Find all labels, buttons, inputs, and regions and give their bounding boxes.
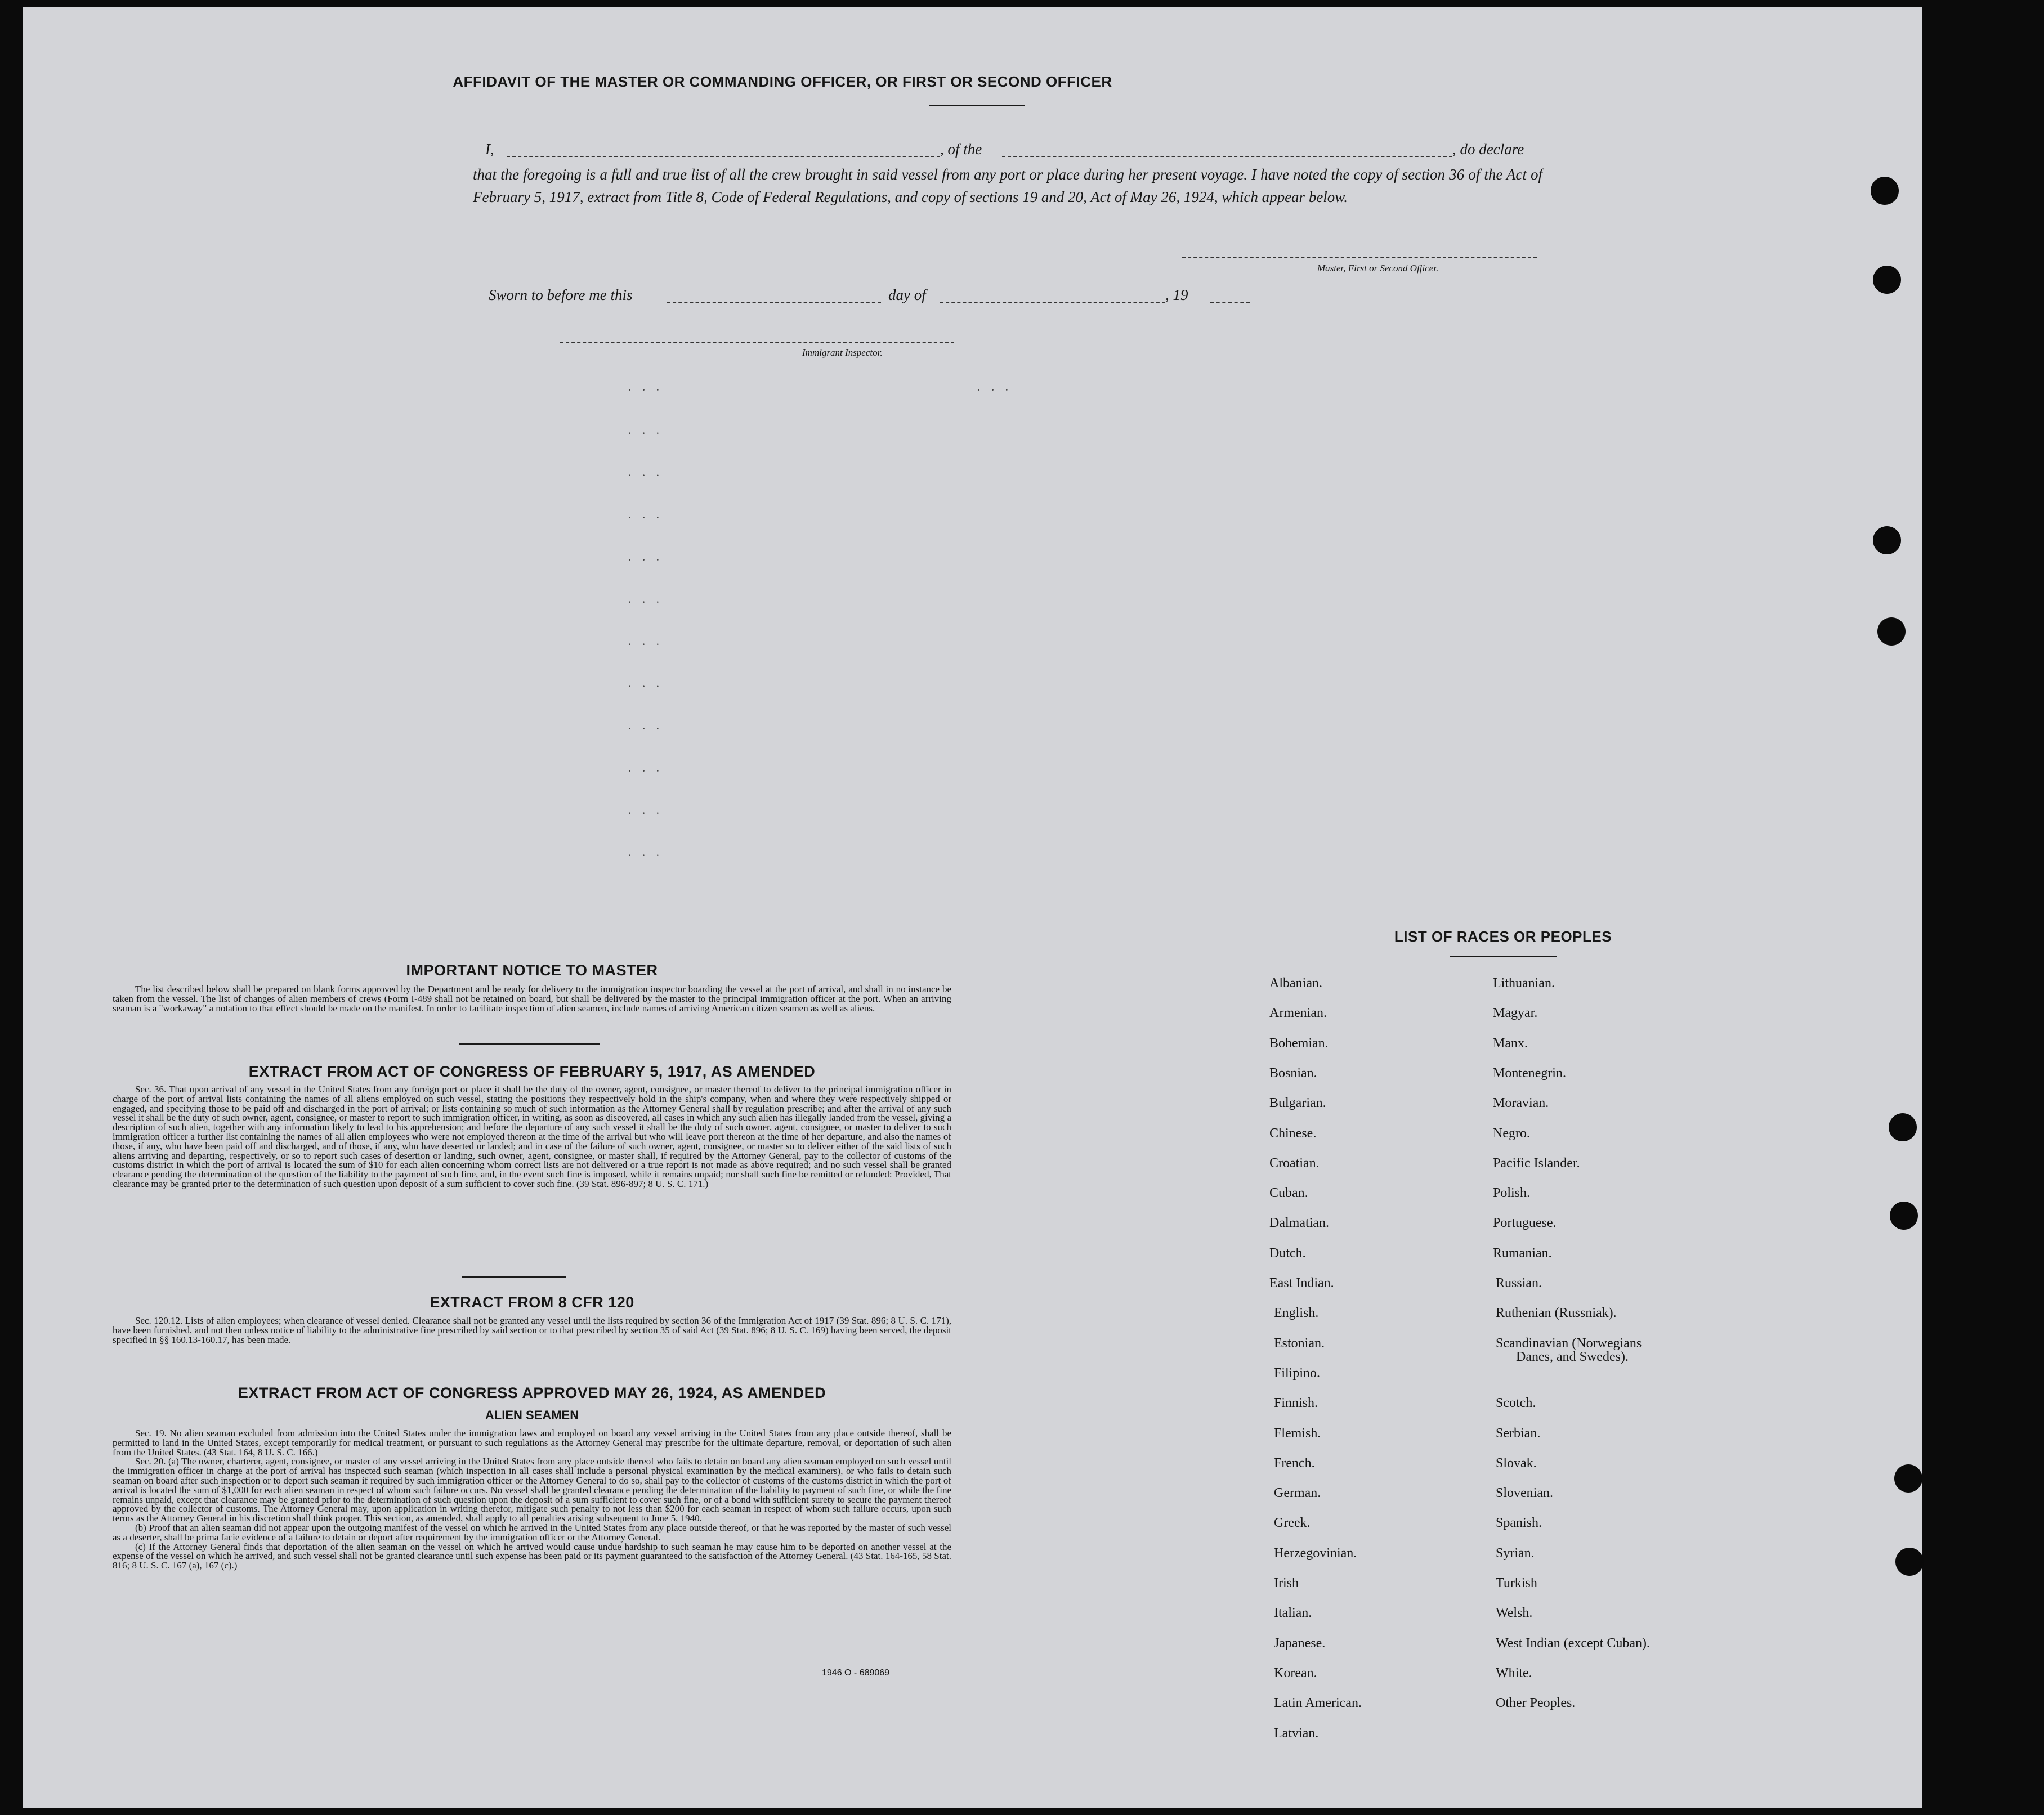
race-item: Cuban. xyxy=(1269,1186,1308,1200)
sec-20a-text: Sec. 20. (a) The owner, charterer, agent, consignee, or master of any vessel arriving in the United States from any place outside thereof who fails to detain on board any alien seaman employed on such vessel until the immigration officer in charge at the port of arrival has inspected such seaman (which inspection in all cases shall include a personal physical examination by the medical examiners), or who fails to detain such seaman on board after such inspection or to deport such seaman if required by such immigration officer or the Attorney General to do so, shall pay to the collector of customs of the customs district in which the port of arrival is located the sum of $1,000 for each alien seaman in respect of whom such failure occurs. No vessel shall be granted clearance pending the determination of the liability to payment of such fine, or while the fine remains unpaid, except that clearance may be granted prior to the determination of such question upon the deposit of a sum sufficient to cover such fine, or of a bond with sufficient surety to secure the payment thereof approved by the collector of customs. The Attorney General may, upon application in writing therefor, mitigate such penalty to not less than $200 for each seaman in respect of whom such failure occurs, upon such terms as the Attorney General in his discretion shall think proper. This section, as amended, shall apply to all penalties arising subsequent to June 5, 1940. xyxy=(113,1456,951,1524)
inspector-signature-caption: Immigrant Inspector. xyxy=(802,347,883,358)
dot-mark: · · · xyxy=(977,383,1012,397)
dot-mark: · · · xyxy=(628,553,663,567)
race-item: Manx. xyxy=(1493,1036,1528,1051)
section-rule xyxy=(462,1276,566,1278)
dot-mark: · · · xyxy=(628,426,663,440)
race-item: Korean. xyxy=(1274,1666,1317,1680)
inspector-signature-field[interactable] xyxy=(560,342,954,343)
race-item: Bulgarian. xyxy=(1269,1096,1326,1110)
name-field[interactable] xyxy=(507,156,940,157)
alien-seamen-subtitle: ALIEN SEAMEN xyxy=(485,1408,579,1422)
sec-20b-text: (b) Proof that an alien seaman did not appear upon the outgoing manifest of the vessel on which he arrived in the United States from any place outside thereof, or that he was reported by the master of such vessel as a deserter, shall be prima facie evidence of a failure to detain or deport after requirement by the immigration officer or the Attorney General. xyxy=(113,1522,951,1543)
race-item: Negro. xyxy=(1493,1126,1530,1141)
race-item: Magyar. xyxy=(1493,1006,1538,1020)
race-item: Turkish xyxy=(1496,1576,1537,1590)
print-code: 1946 O - 689069 xyxy=(822,1668,890,1678)
affidavit-body: that the foregoing is a full and true list of all the crew brought in said vessel from any port or place during her present voyage. I have noted the copy of section 36 of the Act of February 5, 1917, extract from Title 8, Code of Federal Regulations, and copy of sections 19 and 20, Act of May 26, 1924, which appear below. xyxy=(473,166,1542,205)
race-item: Armenian. xyxy=(1269,1006,1327,1020)
punch-hole xyxy=(1877,617,1906,646)
race-item: Danes, and Swedes). xyxy=(1516,1350,1629,1364)
sworn-year-field[interactable] xyxy=(1210,302,1250,303)
sec-20c-text: (c) If the Attorney General finds that deportation of the alien seaman on the vessel on which he arrived would cause undue hardship to such seaman he may cause him to be deported on another vessel at the expense of the vessel on which he arrived, and such vessel shall not be granted clearance until such expense has been paid or its payment guaranteed to the satisfaction of the Attorney General. (43 Stat. 164-165, 58 Stat. 816; 8 U. S. C. 167 (a), 167 (c).) xyxy=(113,1541,951,1571)
race-item: Greek. xyxy=(1274,1516,1311,1530)
punch-hole xyxy=(1895,1548,1924,1576)
day-of-label: day of xyxy=(888,286,926,303)
do-declare-label: , do declare xyxy=(1452,141,1524,158)
dot-mark: · · · xyxy=(628,595,663,609)
sworn-month-field[interactable] xyxy=(940,302,1165,303)
punch-hole xyxy=(1871,177,1899,205)
punch-hole xyxy=(1873,266,1901,294)
race-item: East Indian. xyxy=(1269,1276,1334,1290)
form-sheet xyxy=(23,7,1922,1808)
race-item: Croatian. xyxy=(1269,1156,1320,1171)
races-rule xyxy=(1450,956,1557,957)
extract-1917-body xyxy=(113,1085,951,1189)
race-item: Polish. xyxy=(1493,1186,1531,1200)
race-item: Montenegrin. xyxy=(1493,1066,1566,1081)
race-item: Pacific Islander. xyxy=(1493,1156,1580,1171)
sec-36-text: Sec. 36. That upon arrival of any vessel in the United States from any foreign port or place it shall be the duty of the owner, agent, consignee, or master thereof to deliver to the principal immigration officer in charge of the port of arrival lists containing the names of all aliens employed on such vessel, stating the positions they respectively hold in the ship's company, when and where they were respectively shipped or engaged, and specifying those to be paid off and discharged in the port of arrival; or lists containing so much of such information as the Attorney General shall by regulation prescribe; and after the arrival of any such vessel it shall be the duty of such owner, agent, consignee, or master to report to such immigration officer, in writing, as soon as discovered, all cases in which any such alien has illegally landed from the vessel, giving a description of such alien, together with any information likely to lead to his apprehension; and before the departure of any such vessel it shall be the duty of such owner, agent, consignee, or master to deliver to such immigration officer a further list containing the names of all alien employees who were not employed thereon at the time of the arrival but who will leave port thereon at the time of her departure, and also the names of those, if any, who have been paid off and discharged, and of those, if any, who have deserted or landed; and in case of the failure of such owner, agent, consignee, or master so to deliver either of the said lists of such aliens arriving and departing, respectively, or so to report such cases of desertion or landing, such owner, agent, consignee, or master shall, if required by the Attorney General, pay to the collector of customs of the customs district in which the port of arrival is located the sum of $10 for each alien concerning whom correct lists are not delivered or a true report is not made as above required; and no such vessel shall be granted clearance pending the determination of the question of the liability to the payment of such fine, and, in the event such fine is imposed, while it remains unpaid; nor shall such fine be remitted or refunded: Provided, That clearance may be granted prior to the determination of such question upon deposit of a sum sufficient to cover such fine. (39 Stat. 896-897; 8 U. S. C. 171.) xyxy=(113,1084,951,1189)
race-item: Welsh. xyxy=(1496,1606,1533,1620)
race-item: Albanian. xyxy=(1269,976,1322,991)
race-item: Chinese. xyxy=(1269,1126,1317,1141)
dot-mark: · · · xyxy=(628,848,663,862)
extract-cfr-body xyxy=(113,1316,951,1345)
race-item: Russian. xyxy=(1496,1276,1542,1290)
title-rule xyxy=(929,105,1025,106)
race-item: Latin American. xyxy=(1274,1696,1362,1710)
race-item: Serbian. xyxy=(1496,1426,1541,1441)
master-signature-caption: Master, First or Second Officer. xyxy=(1317,263,1439,274)
notice-text: The list described below shall be prepared on blank forms approved by the Department and be ready for delivery to the immigration inspector boarding the vessel at the port of arrival, and shall in no instance be taken from the vessel. The list of changes of alien members of crews (Form I-489 shall not be retained on board, but shall be delivered by the master to the principal immigration officer at the port. When an arriving seaman is a "workaway" a notation to that effect should be made on the manifest. In order to facilitate inspection of alien seamen, include names of arriving American citizen seamen as well as aliens. xyxy=(113,984,951,1014)
race-item: Irish xyxy=(1274,1576,1299,1590)
race-item: Slovenian. xyxy=(1496,1486,1553,1500)
race-item: Spanish. xyxy=(1496,1516,1542,1530)
extract-cfr-title: EXTRACT FROM 8 CFR 120 xyxy=(430,1294,634,1311)
notice-body xyxy=(113,985,951,1013)
race-item: Dalmatian. xyxy=(1269,1216,1329,1230)
race-item: Bohemian. xyxy=(1269,1036,1329,1051)
race-item: Scandinavian (Norwegians xyxy=(1496,1336,1642,1351)
year-label: , 19 xyxy=(1165,286,1188,303)
race-item: Japanese. xyxy=(1274,1636,1326,1651)
race-item: Filipino. xyxy=(1274,1366,1321,1381)
vessel-field[interactable] xyxy=(1002,156,1452,157)
punch-hole xyxy=(1890,1202,1918,1230)
race-item: Moravian. xyxy=(1493,1096,1549,1110)
race-item: Latvian. xyxy=(1274,1726,1319,1741)
dot-mark: · · · xyxy=(628,679,663,693)
extract-1924-body xyxy=(113,1429,951,1571)
i-label: I, xyxy=(485,141,494,158)
of-the-label: , of the xyxy=(940,141,982,158)
race-item: Other Peoples. xyxy=(1496,1696,1576,1710)
race-item: English. xyxy=(1274,1306,1319,1320)
affidavit-title: AFFIDAVIT OF THE MASTER OR COMMANDING OFFICER, OR FIRST OR SECOND OFFICER xyxy=(453,73,1112,90)
race-item: Ruthenian (Russniak). xyxy=(1496,1306,1617,1320)
punch-hole xyxy=(1894,1464,1922,1493)
race-item: Dutch. xyxy=(1269,1246,1306,1261)
race-item: Flemish. xyxy=(1274,1426,1321,1441)
race-item: German. xyxy=(1274,1486,1321,1500)
section-rule xyxy=(459,1043,600,1045)
extract-1917-title: EXTRACT FROM ACT OF CONGRESS OF FEBRUARY 5, 1917, AS AMENDED xyxy=(248,1063,816,1080)
dot-mark: · · · xyxy=(628,637,663,651)
dot-mark: · · · xyxy=(628,383,663,397)
race-item: White. xyxy=(1496,1666,1532,1680)
punch-hole xyxy=(1889,1113,1917,1141)
sec-19-text: Sec. 19. No alien seaman excluded from admission into the United States under the immigration laws and employed on board any vessel arriving in the United States from any place outside thereof, shall be permitted to land in the United States, except temporarily for medical treatment, or pursuant to such regulations as the Attorney General may prescribe for the ultimate departure, removal, or deportation of such alien from the United States. (43 Stat. 164, 8 U. S. C. 166.) xyxy=(113,1428,951,1458)
extract-1924-title: EXTRACT FROM ACT OF CONGRESS APPROVED MAY 26, 1924, AS AMENDED xyxy=(238,1384,826,1401)
race-item: Finnish. xyxy=(1274,1396,1318,1410)
dot-mark: · · · xyxy=(628,721,663,736)
dot-mark: · · · xyxy=(628,764,663,778)
race-item: Herzegovinian. xyxy=(1274,1546,1357,1561)
dot-mark: · · · xyxy=(628,510,663,525)
race-item: Syrian. xyxy=(1496,1546,1535,1561)
race-item: French. xyxy=(1274,1456,1315,1471)
race-item: West Indian (except Cuban). xyxy=(1496,1636,1650,1651)
sec-120-12-text: Sec. 120.12. Lists of alien employees; when clearance of vessel denied. Clearance shall not be granted any vessel until the lists required by section 36 of the Immigration Act of 1917 (39 Stat. 896; 8 U. S. C. 171), have been furnished, and not then unless notice of liability to the administrative fine prescribed by said section or to that prescribed by section 35 of said Act (39 Stat. 896; 8 U. S. C. 169) having been served, the deposit specified in §§ 160.13-160.17, has been made. xyxy=(113,1315,951,1345)
sworn-label: Sworn to before me this xyxy=(489,286,633,303)
race-item: Rumanian. xyxy=(1493,1246,1552,1261)
race-item: Slovak. xyxy=(1496,1456,1537,1471)
dot-mark: · · · xyxy=(628,468,663,482)
race-item: Bosnian. xyxy=(1269,1066,1317,1081)
race-item: Portuguese. xyxy=(1493,1216,1557,1230)
master-signature-field[interactable] xyxy=(1182,257,1537,258)
notice-title: IMPORTANT NOTICE TO MASTER xyxy=(406,962,658,979)
race-item: Italian. xyxy=(1274,1606,1312,1620)
race-item: Scotch. xyxy=(1496,1396,1536,1410)
punch-hole xyxy=(1873,526,1901,554)
race-item: Lithuanian. xyxy=(1493,976,1555,991)
dot-mark: · · · xyxy=(628,806,663,820)
sworn-day-field[interactable] xyxy=(667,302,881,303)
races-title: LIST OF RACES OR PEOPLES xyxy=(1394,928,1612,945)
race-item: Estonian. xyxy=(1274,1336,1325,1351)
